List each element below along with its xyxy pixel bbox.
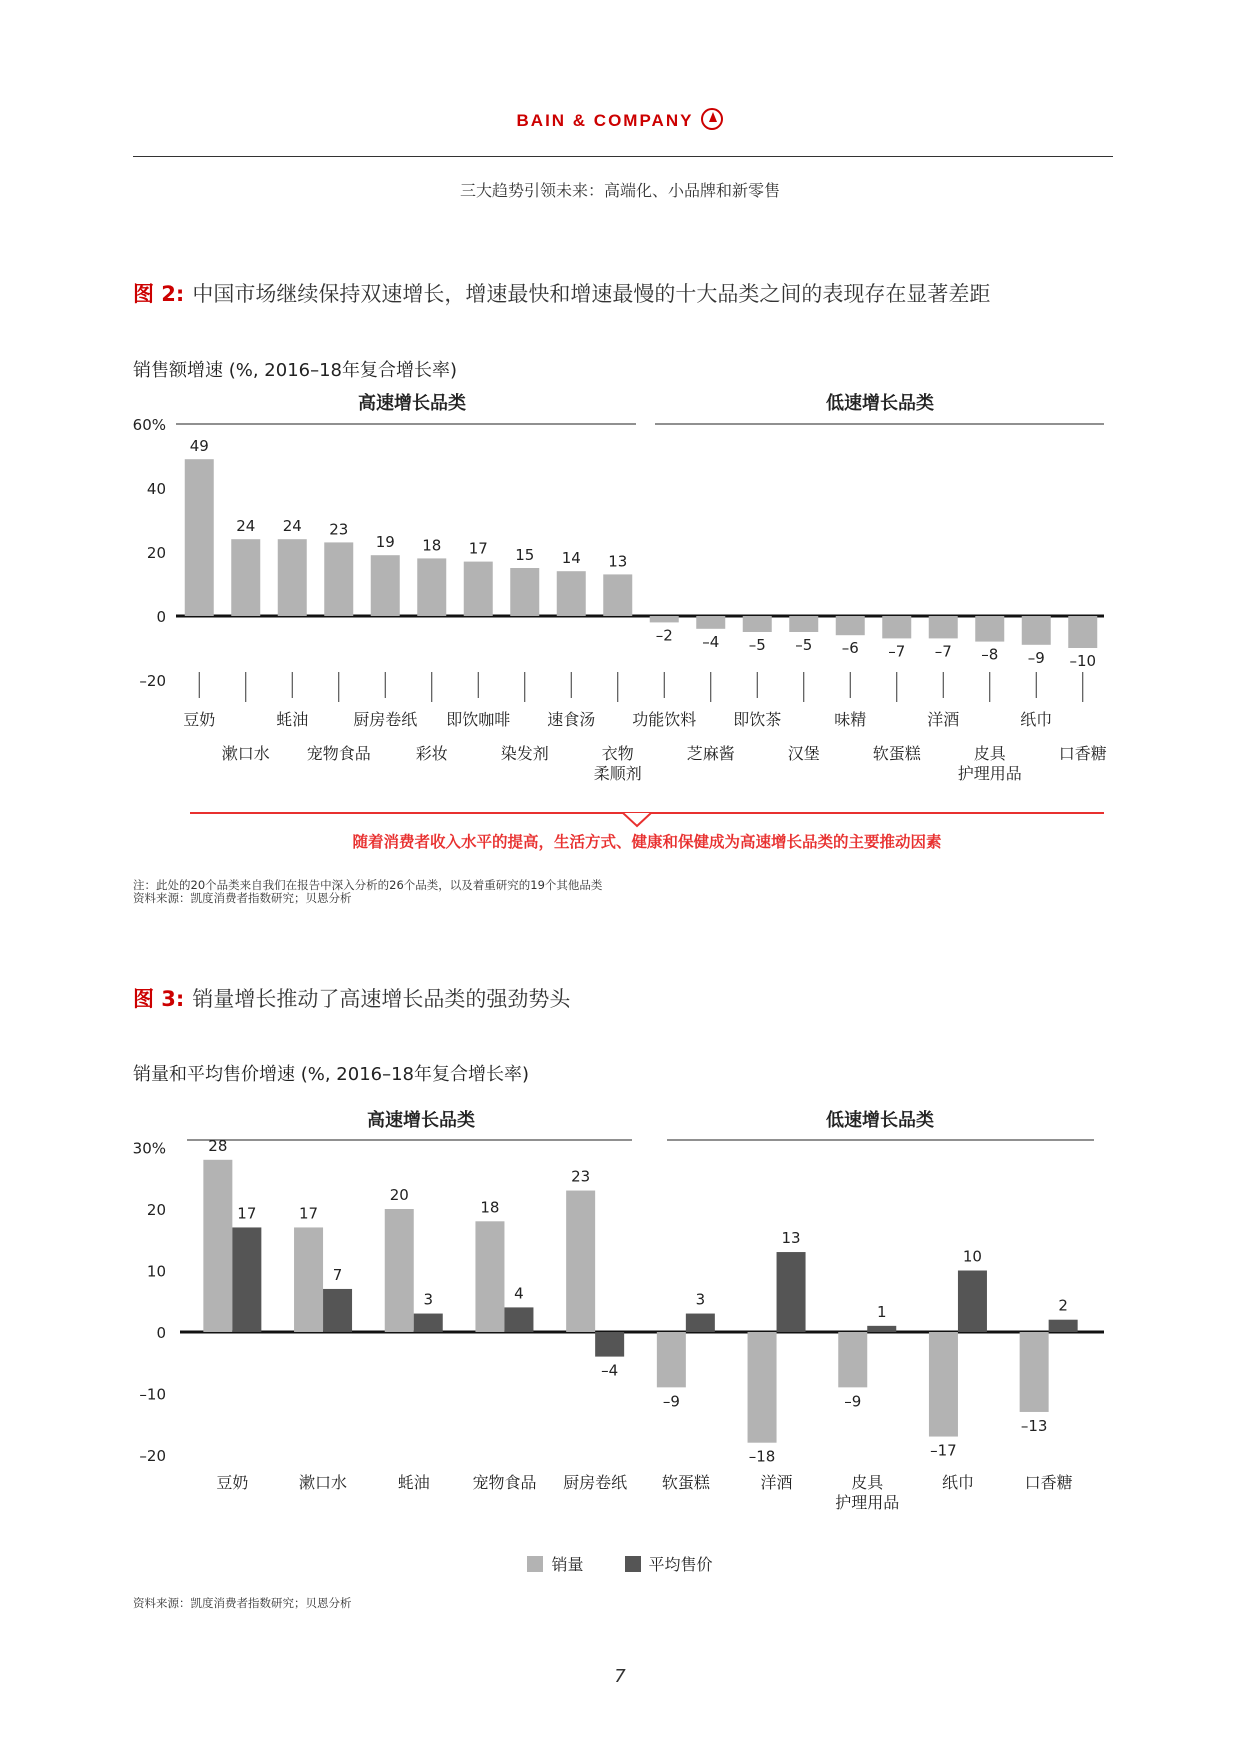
bar-value-label: 23	[571, 1167, 591, 1186]
bar-value-label: 49	[189, 437, 209, 456]
header-divider	[133, 156, 1113, 157]
bar	[743, 616, 772, 632]
figure2-chart-label: 销售额增速 (%, 2016–18年复合增长率)	[133, 360, 458, 381]
bar-value-label: –5	[748, 636, 766, 654]
bar-value-label: –2	[655, 626, 673, 645]
y-tick-label: –10	[139, 1385, 166, 1404]
bar-value-label: –7	[934, 642, 952, 661]
bar-price	[232, 1227, 261, 1332]
category-label: 厨房卷纸	[563, 1473, 628, 1492]
bar	[464, 562, 493, 616]
category-label: 口香糖	[1058, 744, 1107, 763]
y-tick-label: 0	[156, 608, 166, 626]
bar	[510, 568, 539, 616]
bar-volume	[294, 1227, 323, 1332]
bar	[231, 539, 260, 616]
y-tick-label: 10	[146, 1262, 166, 1281]
bar-value-label: –9	[1027, 648, 1045, 667]
bar-volume	[1020, 1332, 1049, 1412]
bar	[417, 558, 446, 616]
bar-price	[414, 1314, 443, 1332]
bar-value-label: 15	[515, 546, 535, 564]
bar-volume	[838, 1332, 867, 1387]
bar-value-label: 13	[608, 552, 628, 571]
y-tick-label: 20	[146, 544, 166, 562]
bar	[789, 616, 818, 632]
callout-pointer	[623, 813, 651, 826]
y-tick-label: 30%	[132, 1139, 166, 1158]
bar-value-label: 28	[208, 1136, 228, 1155]
bar	[278, 539, 307, 616]
bar-volume	[385, 1209, 414, 1332]
bar-value-label: 10	[962, 1247, 982, 1266]
bar	[371, 555, 400, 616]
bar	[929, 616, 958, 638]
group-label-low: 低速增长品类	[826, 1110, 934, 1131]
figure2-callout: 随着消费者收入水平的提高，生活方式、健康和保健成为高速增长品类的主要推动因素	[352, 833, 942, 851]
category-label: 纸巾	[1020, 710, 1053, 729]
category-label: 味精	[834, 710, 867, 729]
bar-price	[1049, 1320, 1078, 1332]
category-label: 厨房卷纸	[353, 710, 418, 729]
legend-label-price: 平均售价	[648, 1555, 713, 1574]
bar	[557, 571, 586, 616]
category-label: 染发剂	[500, 744, 549, 763]
figure2-notes	[133, 879, 602, 905]
bar	[1068, 616, 1097, 648]
legend-swatch-volume	[527, 1556, 543, 1572]
category-label: 洋酒	[927, 710, 960, 729]
category-label: 纸巾	[941, 1473, 974, 1492]
legend-swatch-price	[625, 1556, 641, 1572]
bar-volume	[657, 1332, 686, 1387]
category-label: 即饮咖啡	[446, 710, 511, 729]
bar-value-label: –6	[841, 639, 859, 658]
bar	[975, 616, 1004, 642]
bar-value-label: 24	[236, 517, 256, 536]
category-label: 护理用品	[957, 764, 1022, 783]
group-label-low: 低速增长品类	[826, 393, 934, 414]
y-tick-label: –20	[139, 1447, 166, 1465]
category-label: 汉堡	[787, 744, 820, 763]
category-label: 衣物	[601, 744, 634, 763]
legend-item-volume	[527, 1552, 583, 1575]
bar	[650, 616, 679, 622]
bar-volume	[475, 1221, 504, 1332]
bar	[185, 459, 214, 616]
category-label: 即饮茶	[733, 710, 782, 729]
bar-value-label: 20	[389, 1186, 409, 1204]
figure2-chart	[0, 380, 1240, 860]
category-label: 蚝油	[276, 710, 309, 729]
figure2-title	[133, 278, 990, 308]
bar	[603, 574, 632, 616]
y-tick-label: 20	[146, 1201, 166, 1219]
bar-value-label: 19	[375, 533, 395, 552]
bar-value-label: 7	[332, 1265, 343, 1284]
category-label: 速食汤	[547, 710, 596, 729]
bar-value-label: –13	[1020, 1416, 1048, 1435]
category-label: 护理用品	[835, 1493, 900, 1512]
bar	[1022, 616, 1051, 645]
bar-value-label: 24	[282, 517, 302, 536]
figure3-title-text: 销量增长推动了高速增长品类的强劲势头	[192, 987, 571, 1011]
category-label: 漱口水	[221, 744, 270, 763]
brand-name: BAIN & COMPANY	[516, 111, 694, 130]
legend-item-price	[625, 1552, 713, 1575]
category-label: 豆奶	[183, 710, 216, 729]
figure2-source: 资料来源：凯度消费者指数研究；贝恩分析	[133, 891, 352, 905]
y-tick-label: 40	[146, 480, 166, 498]
figure3-title	[133, 983, 570, 1013]
brand-header	[0, 108, 1240, 131]
bar-value-label: –17	[930, 1441, 957, 1460]
category-label: 豆奶	[216, 1473, 249, 1492]
category-label: 芝麻酱	[686, 744, 735, 763]
bar-value-label: 17	[299, 1204, 319, 1223]
y-tick-label: –20	[139, 672, 166, 690]
bar	[882, 616, 911, 638]
bar-price	[777, 1252, 806, 1332]
bar-value-label: –10	[1069, 652, 1097, 670]
bar	[696, 616, 725, 629]
figure3-legend	[0, 1552, 1240, 1575]
figure2-note: 注：此处的20个品类来自我们在报告中深入分析的26个品类，以及着重研究的19个其他品类	[133, 878, 603, 892]
y-tick-label: 60%	[132, 416, 166, 434]
report-subtitle: 三大趋势引领未来：高端化、小品牌和新零售	[459, 181, 780, 200]
figure3-source: 资料来源：凯度消费者指数研究；贝恩分析	[133, 1596, 352, 1610]
category-label: 软蛋糕	[661, 1473, 710, 1492]
bar-price	[595, 1332, 624, 1357]
bar-value-label: 3	[423, 1290, 434, 1309]
legend-label-volume: 销量	[551, 1555, 584, 1574]
bar-price	[686, 1314, 715, 1332]
category-label: 彩妆	[415, 744, 448, 763]
y-tick-label: 0	[156, 1324, 166, 1342]
bar-value-label: 18	[480, 1198, 500, 1217]
bar-value-label: –5	[795, 636, 813, 654]
category-label: 功能饮料	[632, 710, 697, 729]
bar-value-label: –4	[601, 1361, 619, 1380]
category-label: 宠物食品	[306, 744, 371, 763]
bar-value-label: 14	[561, 549, 581, 568]
figure2-number: 图 2:	[133, 282, 185, 306]
bar-value-label: 17	[237, 1204, 257, 1223]
bar-price	[323, 1289, 352, 1332]
category-label: 蚝油	[397, 1473, 430, 1492]
category-label: 柔顺剂	[593, 764, 642, 783]
bar-value-label: –7	[888, 642, 906, 661]
bar-value-label: 3	[695, 1290, 706, 1309]
category-label: 皮具	[851, 1473, 884, 1492]
page-number: 7	[614, 1666, 626, 1687]
bar-value-label: 13	[781, 1229, 801, 1248]
bar-value-label: 4	[514, 1284, 524, 1303]
bar-value-label: –9	[844, 1392, 862, 1411]
bar-price	[867, 1326, 896, 1332]
figure2-title-text: 中国市场继续保持双速增长，增速最快和增速最慢的十大品类之间的表现存在显著差距	[192, 282, 991, 306]
bar-value-label: –9	[662, 1392, 680, 1411]
bar-price	[958, 1271, 987, 1333]
category-label: 漱口水	[299, 1473, 348, 1492]
bar-volume	[203, 1160, 232, 1332]
figure3-number: 图 3:	[133, 987, 185, 1011]
bar-value-label: 1	[876, 1302, 887, 1321]
bar-value-label: –8	[981, 645, 999, 664]
figure3-chart-label: 销量和平均售价增速 (%, 2016–18年复合增长率)	[133, 1064, 530, 1085]
bar	[324, 542, 353, 616]
bar-volume	[566, 1191, 595, 1332]
category-label: 宠物食品	[472, 1473, 537, 1492]
brand-logo-icon	[701, 108, 723, 130]
bar-value-label: –4	[702, 632, 720, 651]
bar-value-label: –18	[748, 1447, 776, 1466]
figure3-chart	[0, 1090, 1240, 1540]
bar-volume	[929, 1332, 958, 1437]
category-label: 软蛋糕	[872, 744, 921, 763]
group-label-high: 高速增长品类	[367, 1110, 475, 1131]
bar	[836, 616, 865, 635]
bar-value-label: 23	[329, 520, 349, 539]
category-label: 洋酒	[760, 1473, 793, 1492]
group-label-high: 高速增长品类	[358, 393, 466, 414]
category-label: 皮具	[973, 744, 1006, 763]
bar-value-label: 17	[468, 539, 488, 558]
bar-price	[504, 1307, 533, 1332]
bar-volume	[748, 1332, 777, 1443]
bar-value-label: 2	[1058, 1296, 1068, 1315]
bar-value-label: 18	[422, 536, 442, 555]
category-label: 口香糖	[1024, 1473, 1073, 1492]
